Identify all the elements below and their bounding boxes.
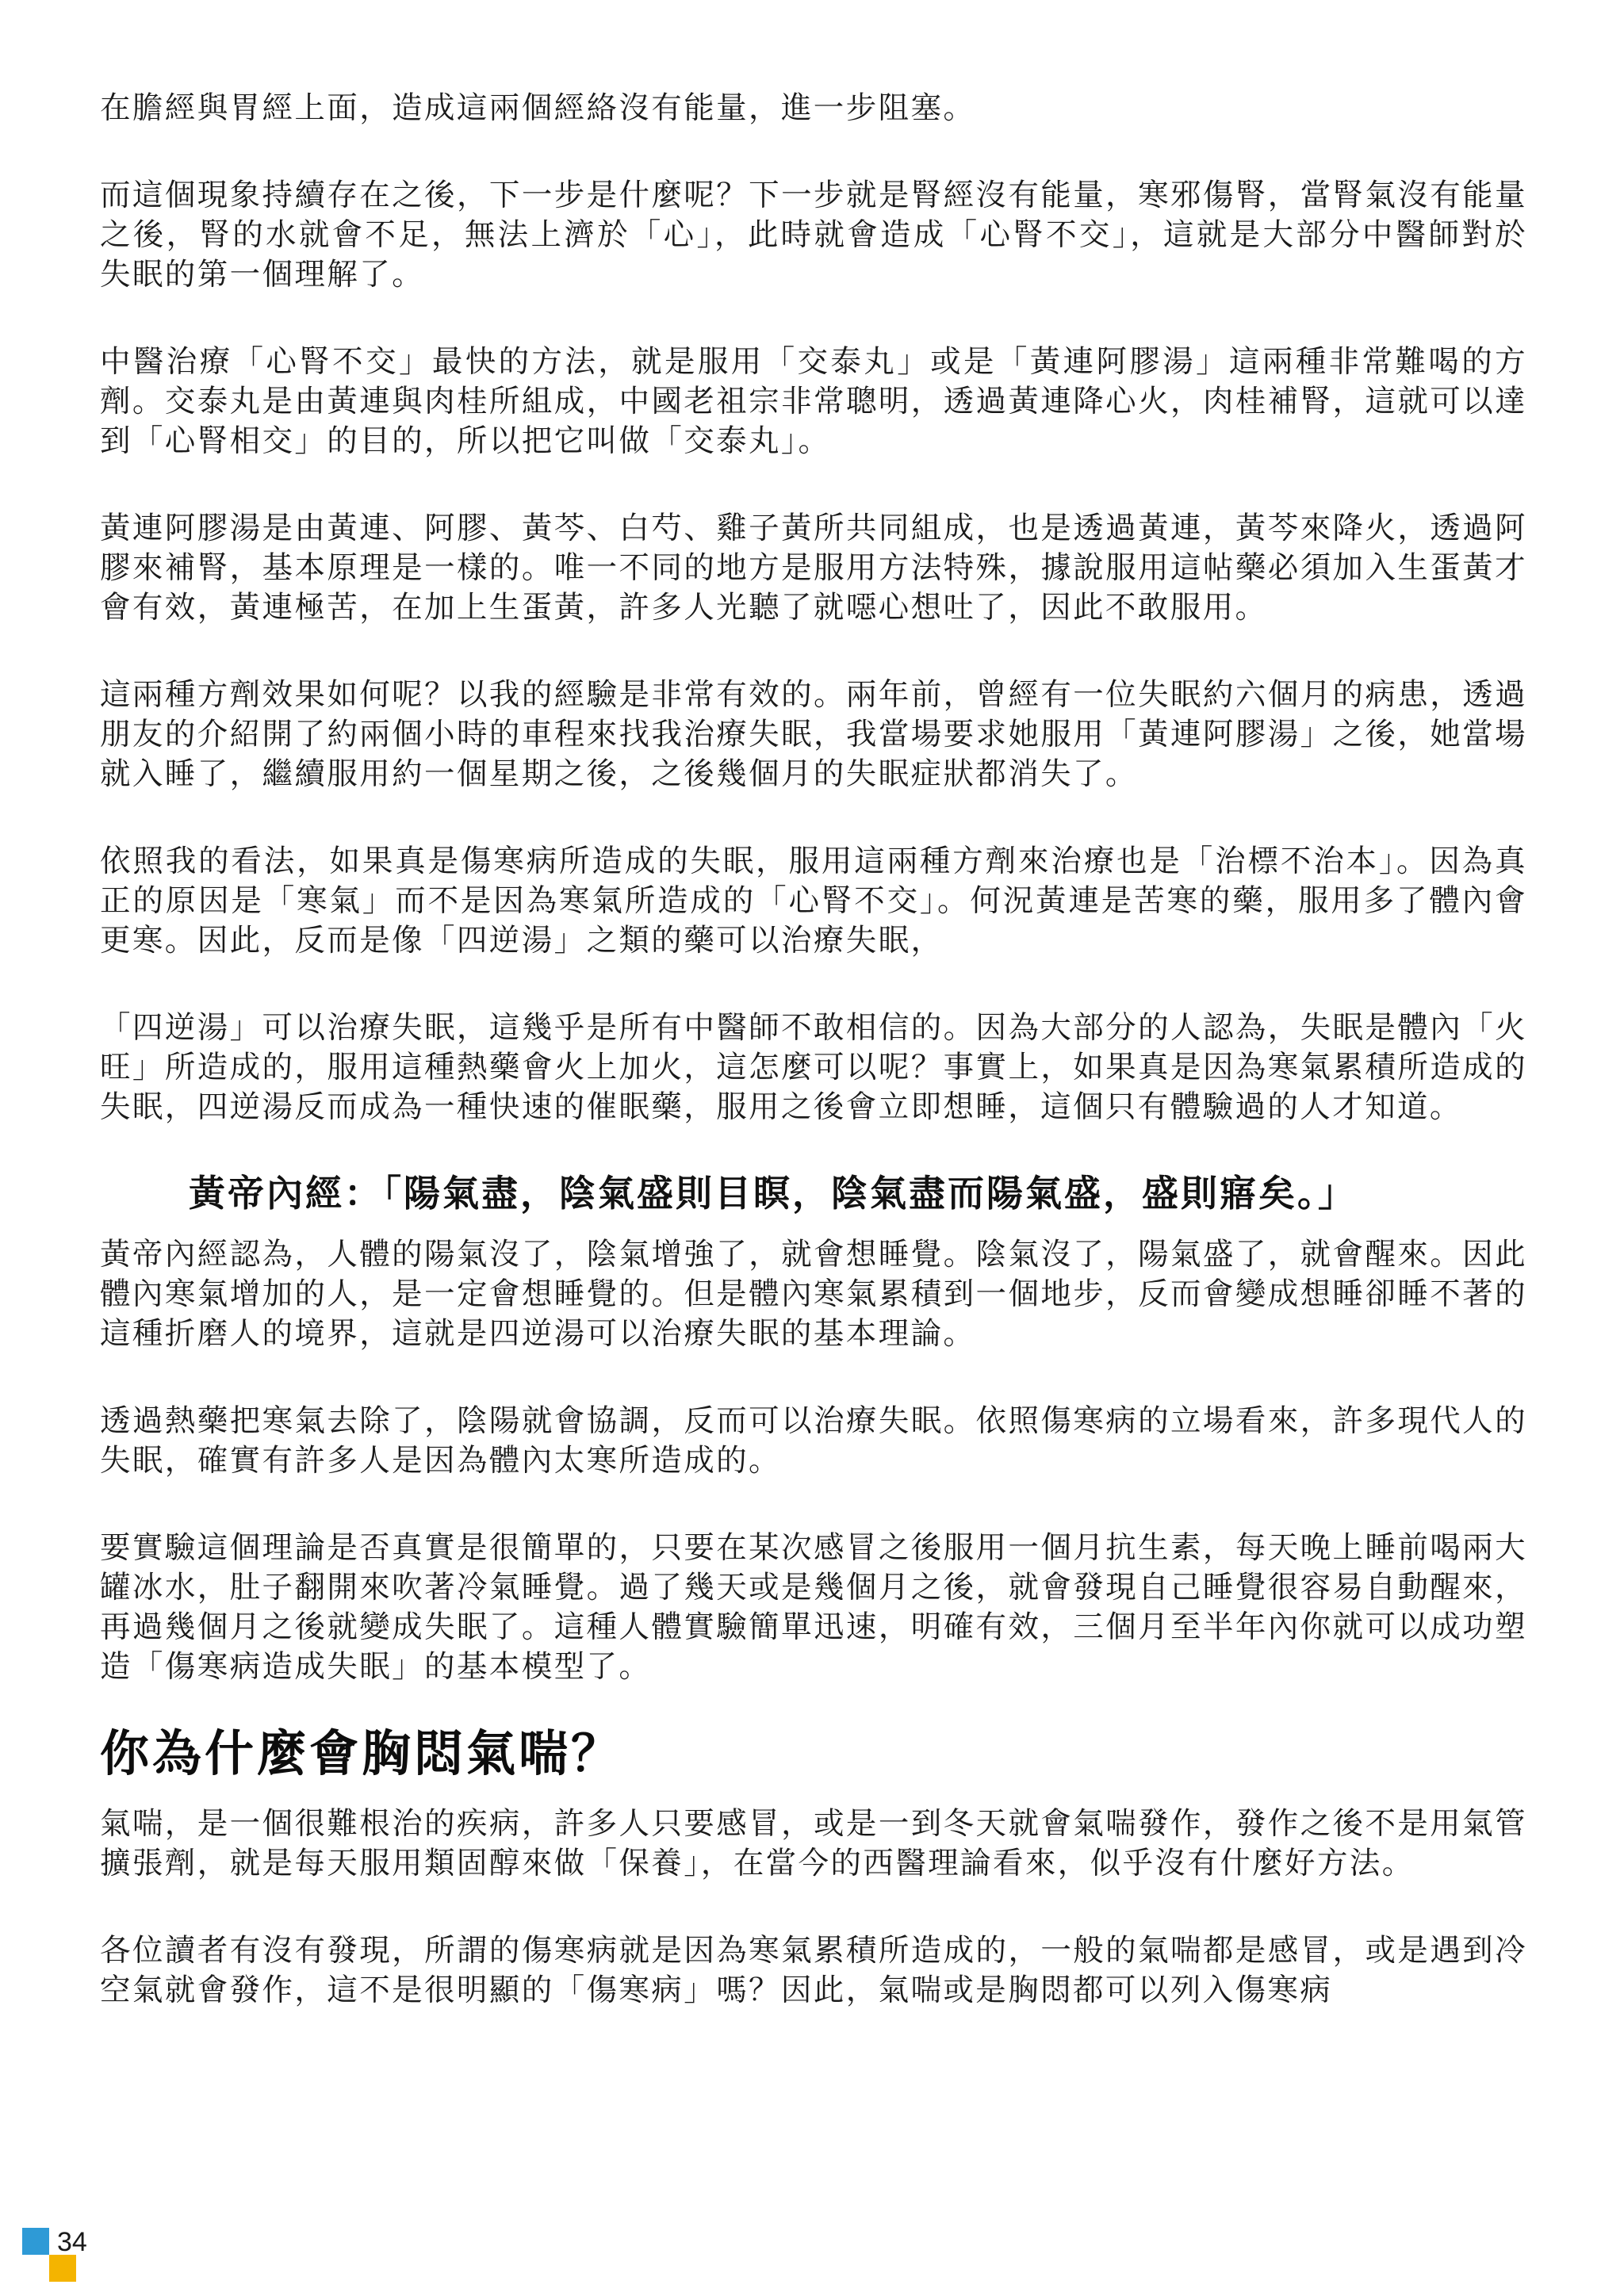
paragraph: 要實驗這個理論是否真實是很簡單的，只要在某次感冒之後服用一個月抗生素，每天晚上睡前喝兩大罐冰水，肚子翻開來吹著冷氣睡覺。過了幾天或是幾個月之後，就會發現自己睡覺很容易自動醒來，再過幾個月之後就變成失眠了。這種人體實驗簡單迅速，明確有效，三個月至半年內你就可以成功塑造「傷寒病造成失眠」的基本模型了。 (100, 1530, 1527, 1685)
page-number: 34 (57, 2227, 87, 2257)
paragraph: 這兩種方劑效果如何呢？以我的經驗是非常有效的。兩年前，曾經有一位失眠約六個月的病患，透過朋友的介紹開了約兩個小時的車程來找我治療失眠，我當場要求她服用「黃連阿膠湯」之後，她當場就入睡了，繼續服用約一個星期之後，之後幾個月的失眠症狀都消失了。 (100, 677, 1527, 792)
paragraph: 「四逆湯」可以治療失眠，這幾乎是所有中醫師不敢相信的。因為大部分的人認為，失眠是體內「火旺」所造成的，服用這種熱藥會火上加火，這怎麼可以呢？事實上，如果真是因為寒氣累積所造成的失眠，四逆湯反而成為一種快速的催眠藥，服用之後會立即想睡，這個只有體驗過的人才知道。 (100, 1010, 1527, 1125)
paragraph: 中醫治療「心腎不交」最快的方法，就是服用「交泰丸」或是「黃連阿膠湯」這兩種非常難喝的方劑。交泰丸是由黃連與肉桂所組成，中國老祖宗非常聰明，透過黃連降心火，肉桂補腎，這就可以達到「心腎相交」的目的，所以把它叫做「交泰丸」。 (100, 344, 1527, 459)
page-footer (22, 2228, 133, 2283)
paragraph: 各位讀者有沒有發現，所謂的傷寒病就是因為寒氣累積所造成的，一般的氣喘都是感冒，或是遇到冷空氣就會發作，這不是很明顯的「傷寒病」嗎？因此，氣喘或是胸悶都可以列入傷寒病 (100, 1933, 1527, 2008)
paragraph: 依照我的看法，如果真是傷寒病所造成的失眠，服用這兩種方劑來治療也是「治標不治本」。因為真正的原因是「寒氣」而不是因為寒氣所造成的「心腎不交」。何況黃連是苦寒的藥，服用多了體內會更寒。因此，反而是像「四逆湯」之類的藥可以治療失眠， (100, 844, 1527, 959)
paragraph: 黃連阿膠湯是由黃連、阿膠、黃芩、白芍、雞子黃所共同組成，也是透過黃連，黃芩來降火，透過阿膠來補腎，基本原理是一樣的。唯一不同的地方是服用方法特殊，據說服用這帖藥必須加入生蛋黃才會有效，黃連極苦，在加上生蛋黃，許多人光聽了就噁心想吐了，因此不敢服用。 (100, 511, 1527, 626)
page-content (100, 89, 1527, 2011)
paragraph: 黃帝內經認為，人體的陽氣沒了，陰氣增強了，就會想睡覺。陰氣沒了，陽氣盛了，就會醒來。因此體內寒氣增加的人，是一定會想睡覺的。但是體內寒氣累積到一個地步，反而會變成想睡卻睡不著的這種折磨人的境界，這就是四逆湯可以治療失眠的基本理論。 (100, 1237, 1527, 1352)
blue-square-icon (22, 2228, 49, 2255)
pull-quote: 黃帝內經：「陽氣盡，陰氣盛則目瞑，陰氣盡而陽氣盛，盛則寤矣。」 (189, 1172, 1357, 1215)
paragraph: 氣喘，是一個很難根治的疾病，許多人只要感冒，或是一到冬天就會氣喘發作，發作之後不是用氣管擴張劑，就是每天服用類固醇來做「保養」，在當今的西醫理論看來，似乎沒有什麼好方法。 (100, 1806, 1527, 1881)
paragraph: 而這個現象持續存在之後，下一步是什麼呢？下一步就是腎經沒有能量，寒邪傷腎，當腎氣沒有能量之後，腎的水就會不足，無法上濟於「心」，此時就會造成「心腎不交」，這就是大部分中醫師對於失眠的第一個理解了。 (100, 178, 1527, 293)
paragraph: 透過熱藥把寒氣去除了，陰陽就會協調，反而可以治療失眠。依照傷寒病的立場看來，許多現代人的失眠，確實有許多人是因為體內太寒所造成的。 (100, 1403, 1527, 1479)
section-heading: 你為什麼會胸悶氣喘？ (100, 1724, 624, 1782)
paragraph: 在膽經與胃經上面，造成這兩個經絡沒有能量，進一步阻塞。 (100, 90, 976, 126)
yellow-square-icon (49, 2255, 76, 2282)
